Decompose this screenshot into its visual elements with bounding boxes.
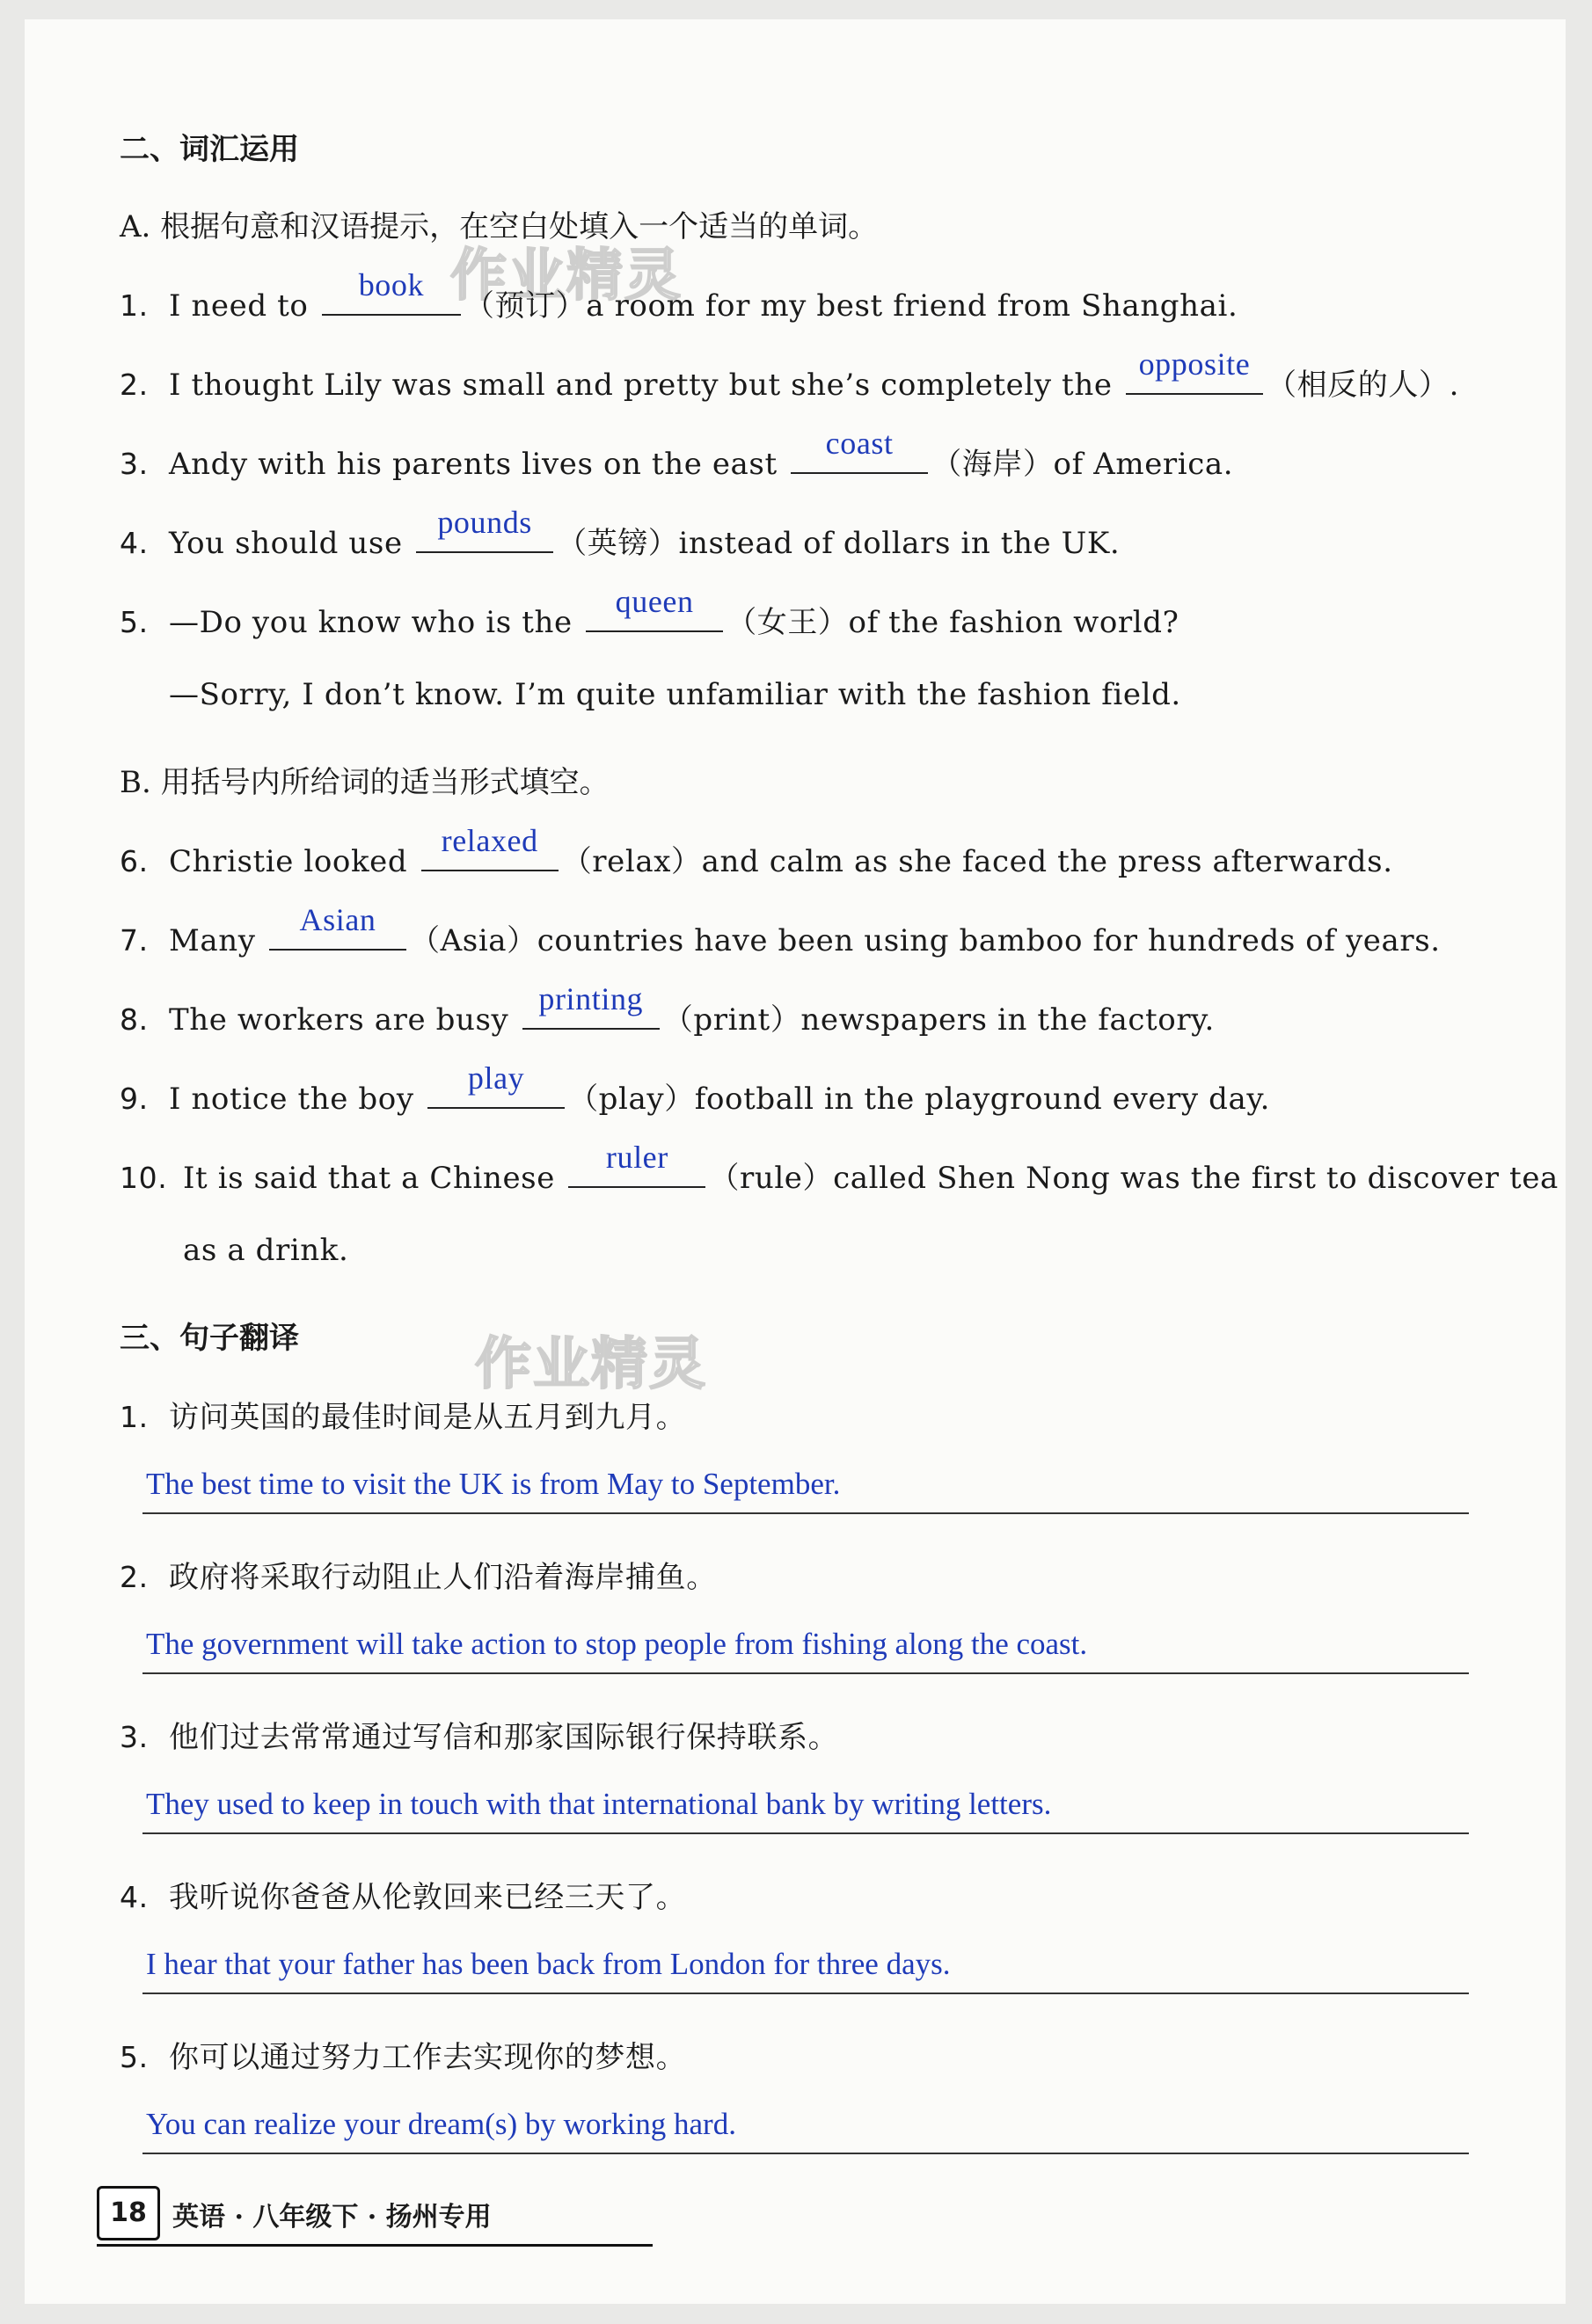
fill-item-8	[120, 981, 1215, 1038]
footer-rule	[97, 2244, 653, 2247]
prompt-text: 我听说你爸爸从伦敦回来已经三天了。	[169, 1880, 687, 1915]
item-number: 6.	[120, 844, 149, 878]
item-text-post: （英镑）instead of dollars in the UK.	[557, 526, 1121, 561]
item-number: 10.	[120, 1161, 168, 1195]
answer-blank[interactable]	[1126, 346, 1263, 395]
item-number: 3.	[120, 1720, 149, 1754]
item-number: 9.	[120, 1082, 149, 1116]
item-text-pre: I notice the boy	[169, 1082, 414, 1117]
translation-prompt-1	[120, 1393, 686, 1436]
answer-text: opposite	[1138, 346, 1251, 382]
fill-item-3	[120, 426, 1234, 483]
answer-blank[interactable]	[427, 1060, 565, 1109]
item-text-pre: Christie looked	[169, 844, 408, 879]
answer-blank[interactable]	[568, 1140, 705, 1188]
item-text-post: （play）football in the playground every day.	[568, 1082, 1271, 1117]
prompt-text: 你可以通过努力工作去实现你的梦想。	[169, 2040, 687, 2075]
page-number-badge: 18	[97, 2186, 160, 2240]
footer-book-title: 英语 · 八年级下 · 扬州专用	[172, 2202, 492, 2233]
answer-blank[interactable]	[416, 505, 553, 553]
item-number: 2.	[120, 1560, 149, 1594]
part-b-instruction: B. 用括号内所给词的适当形式填空。	[120, 765, 610, 800]
answer-line[interactable]	[142, 1512, 1469, 1514]
fill-item-6	[120, 823, 1393, 880]
answer-text: printing	[538, 981, 644, 1016]
item-text-post: （海岸）of America.	[931, 447, 1234, 482]
translation-answer-3: They used to keep in touch with that international bank by writing letters.	[146, 1787, 1052, 1821]
translation-answer-1: The best time to visit the UK is from May to September.	[146, 1467, 841, 1501]
item-text-post: （相反的人）.	[1266, 368, 1459, 403]
translation-answer-5: You can realize your dream(s) by working hard.	[146, 2107, 736, 2141]
item-number: 5.	[120, 605, 149, 639]
translation-prompt-2	[120, 1553, 717, 1596]
answer-blank[interactable]	[421, 823, 559, 871]
item-number: 5.	[120, 2040, 149, 2074]
item-number: 3.	[120, 447, 149, 481]
answer-text: ruler	[605, 1140, 668, 1175]
part-a-instruction: A. 根据句意和汉语提示，在空白处填入一个适当的单词。	[120, 209, 879, 244]
item-number: 1.	[120, 288, 149, 323]
translation-prompt-4	[120, 1873, 686, 1916]
answer-text: queen	[615, 584, 694, 619]
item-number: 1.	[120, 1400, 149, 1434]
prompt-text: 访问英国的最佳时间是从五月到九月。	[169, 1400, 687, 1435]
fill-item-7	[120, 902, 1441, 959]
fill-item-10	[120, 1140, 1559, 1197]
prompt-text: 政府将采取行动阻止人们沿着海岸捕鱼。	[169, 1560, 717, 1595]
item-text-post: （预订）a room for my best friend from Shanghai.	[464, 288, 1238, 324]
item-text-pre: —Do you know who is the	[169, 605, 573, 640]
fill-item-4	[120, 505, 1121, 562]
item-number: 8.	[120, 1002, 149, 1037]
fill-item-10-continued: as a drink.	[183, 1233, 349, 1268]
item-number: 4.	[120, 526, 149, 560]
section-heading-translation: 三、句子翻译	[120, 1321, 299, 1356]
item-text-post: （print）newspapers in the factory.	[662, 1002, 1215, 1038]
fill-item-5-reply: —Sorry, I don’t know. I’m quite unfamiliar with the fashion field.	[169, 677, 1181, 712]
fill-item-9	[120, 1060, 1271, 1118]
watermark: 作业精灵	[475, 1332, 707, 1397]
translation-answer-2: The government will take action to stop people from fishing along the coast.	[146, 1627, 1088, 1661]
answer-blank[interactable]	[791, 426, 928, 474]
answer-text: pounds	[437, 505, 532, 540]
answer-text: coast	[825, 426, 894, 461]
answer-blank[interactable]	[269, 902, 406, 951]
fill-item-2	[120, 346, 1459, 404]
answer-line[interactable]	[142, 1832, 1469, 1834]
item-number: 2.	[120, 368, 149, 402]
answer-blank[interactable]	[322, 267, 461, 316]
item-number: 4.	[120, 1880, 149, 1914]
answer-text: Asian	[299, 902, 376, 937]
item-text-post: （Asia）countries have been using bamboo for hundreds of years.	[410, 923, 1441, 958]
item-text-pre: I need to	[169, 288, 309, 324]
answer-line[interactable]	[142, 1993, 1469, 1994]
item-number: 7.	[120, 923, 149, 958]
answer-text: relaxed	[441, 823, 538, 858]
answer-blank[interactable]	[522, 981, 660, 1030]
fill-item-5	[120, 584, 1179, 641]
item-text-pre: It is said that a Chinese	[183, 1161, 555, 1196]
item-text-pre: I thought Lily was small and pretty but she’s completely the	[169, 368, 1113, 403]
answer-blank[interactable]	[586, 584, 723, 632]
answer-line[interactable]	[142, 1672, 1469, 1674]
answer-text: play	[467, 1060, 525, 1096]
translation-prompt-3	[120, 1713, 838, 1756]
item-text-pre: Andy with his parents lives on the east	[169, 447, 778, 482]
item-text-post: （relax）and calm as she faced the press afterwards.	[561, 844, 1393, 879]
translation-prompt-5	[120, 2033, 686, 2076]
answer-line[interactable]	[142, 2153, 1469, 2154]
answer-text: book	[358, 267, 425, 302]
item-text-pre: You should use	[169, 526, 403, 561]
section-heading-vocabulary: 二、词汇运用	[120, 132, 299, 167]
watermark: 作业精灵	[450, 244, 683, 309]
item-text-pre: Many	[169, 923, 256, 958]
prompt-text: 他们过去常常通过写信和那家国际银行保持联系。	[169, 1720, 839, 1755]
item-text-post: （女王）of the fashion world?	[727, 605, 1179, 640]
item-text-pre: The workers are busy	[169, 1002, 509, 1038]
translation-answer-4: I hear that your father has been back from London for three days.	[146, 1947, 951, 1981]
item-text-post: （rule）called Shen Nong was the first to discover tea	[709, 1161, 1559, 1196]
